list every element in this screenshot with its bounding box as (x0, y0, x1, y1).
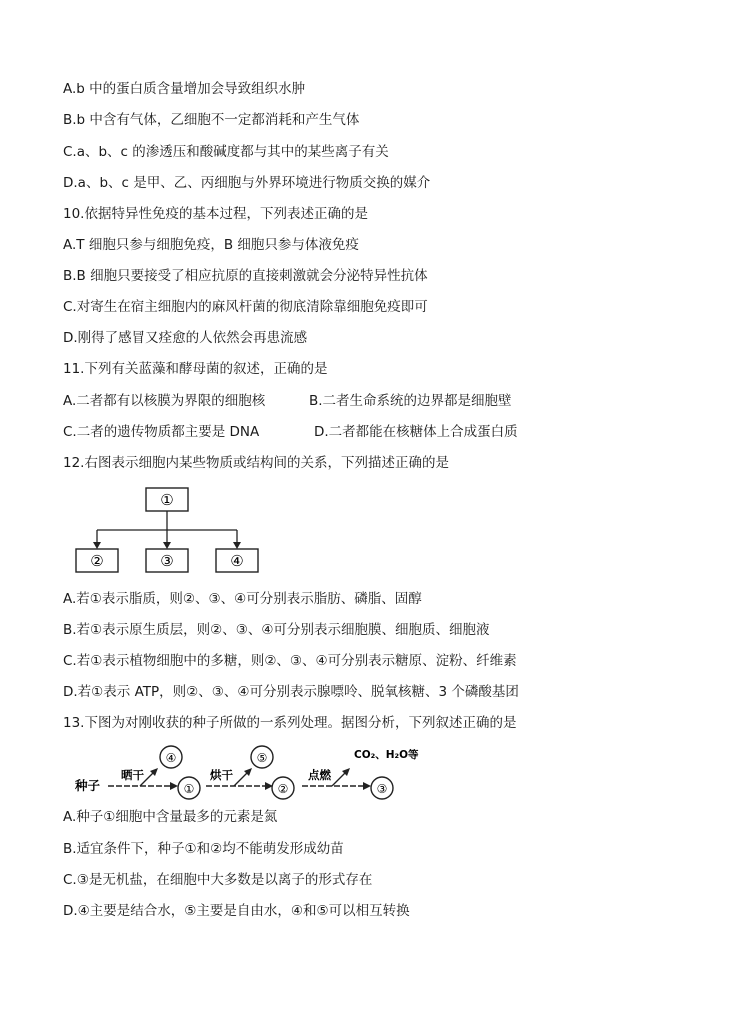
q9-option-b: B.b 中含有气体，乙细胞不一定都消耗和产生气体 (63, 112, 360, 128)
q13-option-a: A.种子①细胞中含量最多的元素是氮 (63, 809, 278, 825)
q11-option-b: B.二者生命系统的边界都是细胞壁 (309, 393, 512, 409)
q12-child-label-1: ② (90, 552, 104, 570)
q12-top-label: ① (160, 491, 174, 509)
q11-stem: 11.下列有关蓝藻和酵母菌的叙述，正确的是 (63, 361, 328, 377)
q12-option-a: A.若①表示脂质，则②、③、④可分别表示脂肪、磷脂、固醇 (63, 591, 422, 607)
q13-step3-result: ③ (376, 782, 388, 796)
q9-option-d: D.a、b、c 是甲、乙、丙细胞与外界环境进行物质交换的媒介 (63, 175, 431, 191)
q13-step3-out: CO₂、H₂O等 (354, 749, 419, 761)
q12-child-label-3: ④ (230, 552, 244, 570)
q12-option-d: D.若①表示 ATP，则②、③、④可分别表示腺嘌呤、脱氧核糖、3 个磷酸基团 (63, 684, 519, 700)
q13-step2-result: ② (277, 782, 289, 796)
q10-option-a: A.T 细胞只参与细胞免疫，B 细胞只参与体液免疫 (63, 237, 359, 253)
q13-process-diagram (70, 742, 430, 804)
q10-option-d: D.刚得了感冒又痊愈的人依然会再患流感 (63, 330, 308, 346)
q13-step3-label: 点燃 (308, 768, 331, 782)
q9-option-c: C.a、b、c 的渗透压和酸碱度都与其中的某些离子有关 (63, 144, 389, 160)
q9-option-a: A.b 中的蛋白质含量增加会导致组织水肿 (63, 81, 306, 97)
q10-option-b: B.B 细胞只要接受了相应抗原的直接刺激就会分泌特异性抗体 (63, 268, 428, 284)
q13-step2-out: ⑤ (256, 751, 268, 765)
q13-start-label: 种子 (75, 778, 101, 793)
q12-child-label-2: ③ (160, 552, 174, 570)
q13-step2-label: 烘干 (210, 768, 233, 782)
q13-step1-out: ④ (165, 751, 177, 765)
q10-option-c: C.对寄生在宿主细胞内的麻风杆菌的彻底清除靠细胞免疫即可 (63, 299, 428, 315)
q13-stem: 13.下图为对刚收获的种子所做的一系列处理。据图分析，下列叙述正确的是 (63, 715, 517, 731)
q11-option-a: A.二者都有以核膜为界限的细胞核 (63, 393, 266, 409)
q12-option-b: B.若①表示原生质层，则②、③、④可分别表示细胞膜、细胞质、细胞液 (63, 622, 490, 638)
q12-stem: 12.右图表示细胞内某些物质或结构间的关系，下列描述正确的是 (63, 455, 449, 471)
q13-option-b: B.适宜条件下，种子①和②均不能萌发形成幼苗 (63, 841, 344, 857)
q13-step1-result: ① (183, 782, 195, 796)
q12-option-c: C.若①表示植物细胞中的多糖，则②、③、④可分别表示糖原、淀粉、纤维素 (63, 653, 517, 669)
q13-step1-label: 晒干 (121, 768, 144, 782)
q10-stem: 10.依据特异性免疫的基本过程，下列表述正确的是 (63, 206, 368, 222)
q13-option-d: D.④主要是结合水，⑤主要是自由水，④和⑤可以相互转换 (63, 903, 410, 919)
q11-option-c: C.二者的遗传物质都主要是 DNA (63, 424, 260, 440)
q13-option-c: C.③是无机盐，在细胞中大多数是以离子的形式存在 (63, 872, 373, 888)
q12-hierarchy-diagram (70, 484, 290, 576)
q11-option-d: D.二者都能在核糖体上合成蛋白质 (314, 424, 518, 440)
